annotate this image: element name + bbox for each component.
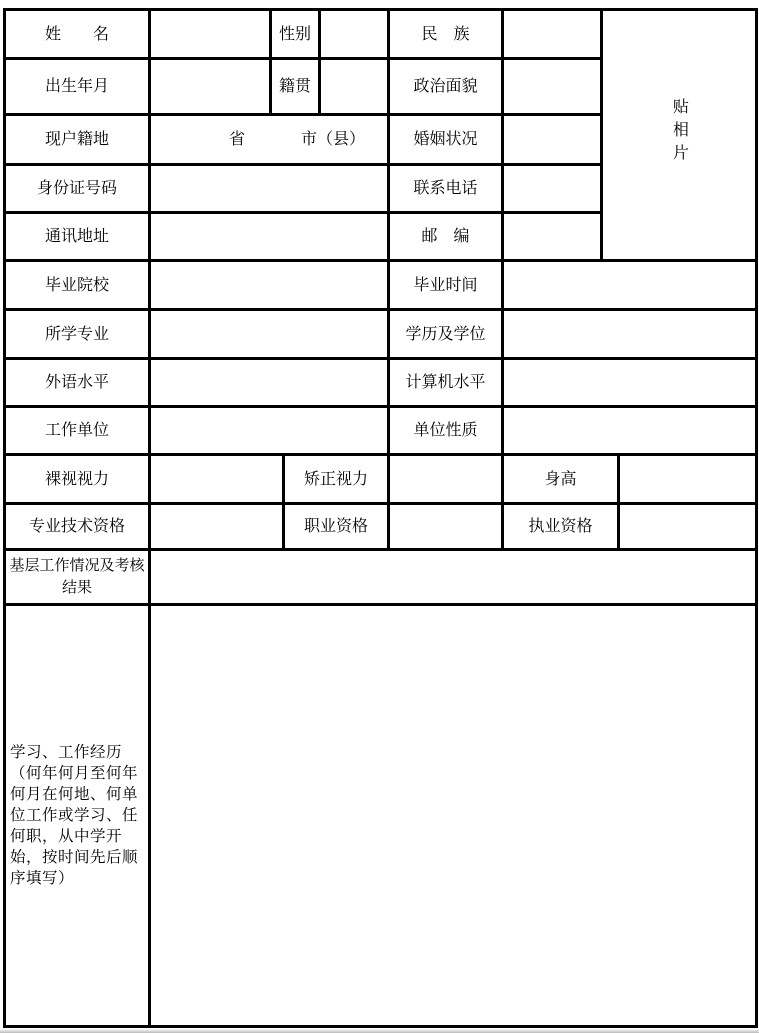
label-computer-level: 计算机水平 <box>389 359 503 407</box>
label-postal-code: 邮 编 <box>389 213 503 261</box>
input-corrected-vision[interactable] <box>389 455 503 504</box>
photo-box-label: 贴相片 <box>670 97 690 167</box>
input-practice-qualification[interactable] <box>619 504 757 550</box>
input-native-place[interactable] <box>320 59 389 115</box>
input-graduation-time[interactable] <box>503 261 757 310</box>
label-work-unit: 工作单位 <box>5 407 150 455</box>
label-height: 身高 <box>503 455 619 504</box>
input-foreign-language[interactable] <box>150 359 389 407</box>
label-gender: 性别 <box>271 10 320 59</box>
input-unit-type[interactable] <box>503 407 757 455</box>
input-major[interactable] <box>150 310 389 359</box>
input-computer-level[interactable] <box>503 359 757 407</box>
input-uncorrected-vision[interactable] <box>150 455 284 504</box>
label-uncorrected-vision: 裸视视力 <box>5 455 150 504</box>
label-id-number: 身份证号码 <box>5 165 150 213</box>
label-education-degree: 学历及学位 <box>389 310 503 359</box>
label-city-county: 市（县） <box>301 129 366 149</box>
input-gender[interactable] <box>320 10 389 59</box>
scan-bottom-edge <box>0 1029 759 1033</box>
personal-info-form-table <box>3 8 758 1028</box>
input-name[interactable] <box>150 10 271 59</box>
input-ethnicity[interactable] <box>503 10 602 59</box>
input-grassroots-work[interactable] <box>150 550 757 605</box>
label-ethnicity: 民 族 <box>389 10 503 59</box>
label-major: 所学专业 <box>5 310 150 359</box>
label-grassroots-work: 基层工作情况及考核结果 <box>5 550 150 605</box>
label-contact-phone: 联系电话 <box>389 165 503 213</box>
input-height[interactable] <box>619 455 757 504</box>
input-education-degree[interactable] <box>503 310 757 359</box>
label-marital-status: 婚姻状况 <box>389 115 503 165</box>
label-graduated-school: 毕业院校 <box>5 261 150 310</box>
label-household-registration: 现户籍地 <box>5 115 150 165</box>
input-contact-phone[interactable] <box>503 165 602 213</box>
label-graduation-time: 毕业时间 <box>389 261 503 310</box>
label-mailing-address: 通讯地址 <box>5 213 150 261</box>
input-graduated-school[interactable] <box>150 261 389 310</box>
label-professional-qualification: 专业技术资格 <box>5 504 150 550</box>
label-practice-qualification: 执业资格 <box>503 504 619 550</box>
label-name: 姓 名 <box>5 10 150 59</box>
input-household-registration[interactable] <box>150 115 389 165</box>
input-experience[interactable] <box>150 605 757 1027</box>
input-professional-qualification[interactable] <box>150 504 284 550</box>
input-political-status[interactable] <box>503 59 602 115</box>
input-marital-status[interactable] <box>503 115 602 165</box>
input-id-number[interactable] <box>150 165 389 213</box>
label-unit-type: 单位性质 <box>389 407 503 455</box>
input-mailing-address[interactable] <box>150 213 389 261</box>
input-postal-code[interactable] <box>503 213 602 261</box>
input-birth-date[interactable] <box>150 59 271 115</box>
label-political-status: 政治面貌 <box>389 59 503 115</box>
input-work-unit[interactable] <box>150 407 389 455</box>
label-native-place: 籍贯 <box>271 59 320 115</box>
label-foreign-language: 外语水平 <box>5 359 150 407</box>
label-experience: 学习、工作经历（何年何月至何年何月在何地、何单位工作或学习、任何职，从中学开始，按时间先后顺序填写） <box>5 605 150 1027</box>
label-province: 省 <box>228 129 245 149</box>
photo-box[interactable] <box>602 10 757 261</box>
label-occupational-qualification: 职业资格 <box>284 504 389 550</box>
label-birth-date: 出生年月 <box>5 59 150 115</box>
input-occupational-qualification[interactable] <box>389 504 503 550</box>
label-corrected-vision: 矫正视力 <box>284 455 389 504</box>
